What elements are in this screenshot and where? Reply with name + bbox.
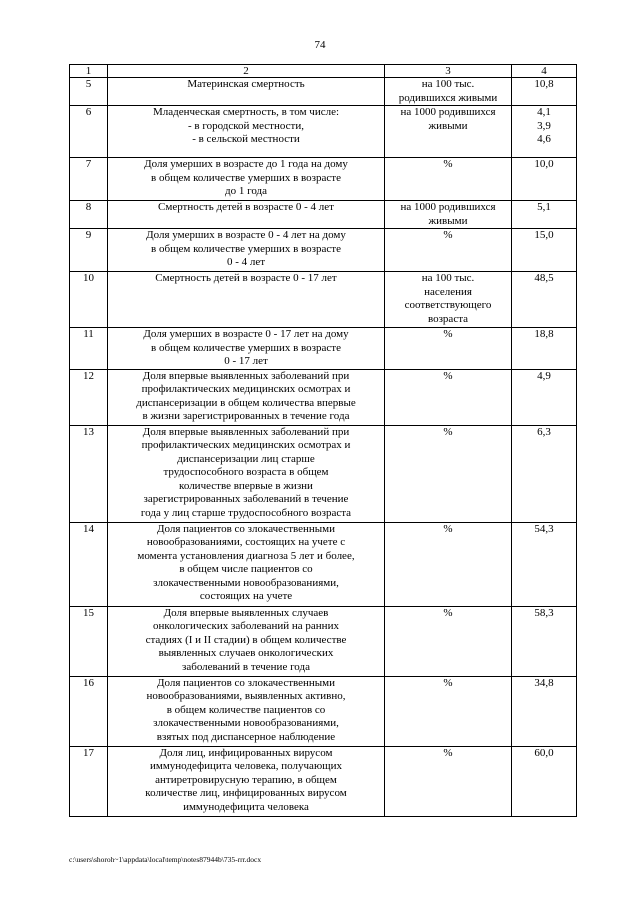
indicator-name-line: количестве лиц, инфицированных вирусом [145, 787, 347, 799]
row-number: 15 [70, 606, 108, 676]
table-row [70, 746, 577, 816]
table-row [70, 425, 577, 522]
indicator-value [512, 328, 577, 370]
indicator-name-line: онкологических заболеваний на ранних [153, 620, 339, 632]
indicator-name-line: - в городской местности, [188, 119, 304, 132]
indicator-value [512, 606, 577, 676]
unit-of-measure-line: % [443, 606, 453, 619]
indicator-name [108, 201, 385, 229]
header-cell-2: 2 [108, 65, 385, 78]
row-number: 14 [70, 522, 108, 606]
row-number: 5 [70, 78, 108, 106]
unit-of-measure [385, 272, 512, 328]
row-number: 8 [70, 201, 108, 229]
indicator-name-line: злокачественными новообразованиями, [153, 576, 339, 589]
indicator-name-line: Доля впервые выявленных заболеваний при [142, 425, 350, 438]
row-number: 13 [70, 425, 108, 522]
indicator-name-line: - в сельской местности [192, 133, 300, 145]
unit-of-measure [385, 369, 512, 425]
indicator-name-line: в общем количестве умерших в возрасте [151, 242, 341, 255]
indicator-value [512, 158, 577, 201]
row-number: 7 [70, 158, 108, 201]
indicator-value-line: 10,0 [534, 158, 554, 170]
table-header-row [70, 65, 577, 78]
indicator-name-line: в жизни зарегистрированных в течение года [142, 410, 350, 422]
indicator-value [512, 201, 577, 229]
row-number: 11 [70, 328, 108, 370]
indicator-name-line: Доля пациентов со злокачественными [156, 676, 336, 689]
table-row [70, 78, 577, 106]
indicator-value [512, 425, 577, 522]
unit-of-measure [385, 106, 512, 158]
indicator-name-line: Младенческая смертность, в том числе: [152, 106, 340, 118]
indicator-name-line: Доля умерших в возрасте 0 - 17 лет на дому [143, 328, 349, 340]
table-row [70, 158, 577, 201]
indicator-name-line: антиретровирусную терапию, в общем [155, 773, 337, 786]
unit-of-measure-line: на 100 тыс. [421, 78, 475, 90]
indicator-name-line: иммунодефицита человека, получающих [149, 760, 343, 772]
indicator-value-line: 4,1 [537, 106, 551, 118]
header-cell-3: 3 [385, 65, 512, 78]
indicator-value-line: 60,0 [534, 746, 554, 759]
table-row [70, 522, 577, 606]
indicator-name-line: в общем числе пациентов со [179, 563, 313, 575]
indicator-value-line: 48,5 [534, 272, 554, 284]
header-cell-4: 4 [512, 65, 577, 78]
indicator-name [108, 272, 385, 328]
unit-of-measure-line: % [443, 676, 453, 689]
indicator-name-line: Доля пациентов со злокачественными [156, 522, 336, 535]
indicator-name-line: иммунодефицита человека [183, 800, 309, 813]
row-number: 6 [70, 106, 108, 158]
unit-of-measure-line: на 100 тыс. [421, 272, 475, 284]
indicator-name-line: взятых под диспансерное наблюдение [156, 730, 336, 743]
table-row [70, 606, 577, 676]
indicator-name-line: в общем количестве умерших в возрасте [151, 341, 341, 354]
indicator-name [108, 522, 385, 606]
unit-of-measure [385, 158, 512, 201]
indicator-value-line: 18,8 [534, 328, 554, 340]
indicator-value-line: 54,3 [534, 522, 554, 535]
indicator-name-line: количестве впервые в жизни [179, 479, 313, 492]
indicator-value-line: 58,3 [534, 606, 554, 619]
indicator-name [108, 229, 385, 272]
unit-of-measure-line: возраста [427, 312, 469, 325]
unit-of-measure-line: живыми [428, 119, 468, 132]
unit-of-measure-line: на 1000 родившихся [400, 201, 496, 213]
indicator-value [512, 106, 577, 158]
unit-of-measure [385, 78, 512, 106]
indicator-value-line: 10,8 [534, 78, 554, 90]
indicator-value [512, 746, 577, 816]
row-number: 10 [70, 272, 108, 328]
indicator-value [512, 369, 577, 425]
unit-of-measure [385, 201, 512, 229]
unit-of-measure-line: населения [424, 285, 472, 298]
indicator-name-line: стадиях (I и II стадии) в общем количестве [145, 633, 347, 646]
table-row [70, 106, 577, 158]
unit-of-measure-line: живыми [428, 214, 468, 227]
table-row [70, 369, 577, 425]
indicator-name [108, 606, 385, 676]
indicator-name-line: Смертность детей в возрасте 0 - 17 лет [155, 272, 337, 284]
row-number: 9 [70, 229, 108, 272]
indicator-value-line: 15,0 [534, 229, 554, 241]
unit-of-measure-line: % [443, 746, 453, 759]
unit-of-measure-line: % [443, 369, 453, 382]
indicator-name-line: профилактических медицинских осмотрах и [141, 439, 351, 451]
indicator-name-line: диспансеризации в общем количества впервые [136, 396, 356, 409]
indicator-name-line: момента установления диагноза 5 лет и более, [137, 549, 355, 562]
unit-of-measure-line: % [443, 158, 453, 170]
table-row [70, 328, 577, 370]
indicator-name-line: профилактических медицинских осмотрах и [141, 383, 351, 395]
unit-of-measure-line: % [443, 328, 453, 340]
indicator-value [512, 676, 577, 746]
unit-of-measure [385, 606, 512, 676]
unit-of-measure-line: соответствующего [404, 299, 492, 311]
indicator-name [108, 746, 385, 816]
indicator-name-line: Смертность детей в возрасте 0 - 4 лет [158, 201, 334, 213]
indicator-value [512, 78, 577, 106]
unit-of-measure-line: % [443, 425, 453, 438]
page-number: 74 [314, 39, 326, 51]
unit-of-measure-line: % [443, 229, 453, 241]
indicator-name [108, 106, 385, 158]
indicator-name-line: состоящих на учете [199, 590, 293, 602]
indicator-name-line: 0 - 4 лет [226, 256, 266, 268]
header-cell-1: 1 [70, 65, 108, 78]
row-number: 16 [70, 676, 108, 746]
unit-of-measure [385, 522, 512, 606]
unit-of-measure [385, 229, 512, 272]
indicator-value [512, 229, 577, 272]
unit-of-measure-line: родившихся живыми [398, 91, 498, 104]
unit-of-measure [385, 676, 512, 746]
indicators-table [69, 64, 577, 817]
indicator-name-line: заболеваний в течение года [182, 660, 310, 673]
indicator-name-line: Материнская смертность [187, 78, 305, 90]
indicator-name [108, 369, 385, 425]
indicator-name-line: до 1 года [225, 185, 267, 197]
table-row [70, 229, 577, 272]
indicator-name-line: зарегистрированных заболеваний в течение [143, 493, 349, 505]
indicator-value-line: 6,3 [537, 425, 551, 438]
indicator-name-line: 0 - 17 лет [224, 355, 268, 367]
table-row [70, 272, 577, 328]
indicator-value-line: 34,8 [534, 676, 554, 689]
indicator-name-line: Доля впервые выявленных заболеваний при [142, 369, 350, 382]
indicator-name-line: Доля умерших в возрасте до 1 года на дому [144, 158, 348, 170]
indicator-name-line: Доля лиц, инфицированных вирусом [159, 746, 333, 759]
row-number: 17 [70, 746, 108, 816]
indicator-name [108, 676, 385, 746]
indicator-value-line: 3,9 [537, 119, 551, 132]
indicator-name-line: новообразованиями, выявленных активно, [146, 690, 346, 702]
indicator-name-line: выявленных случаев онкологических [158, 647, 334, 659]
indicator-name-line: года у лиц старше трудоспособного возраста [140, 506, 352, 519]
indicator-name-line: в общем количестве пациентов со [166, 703, 326, 716]
unit-of-measure-line: % [443, 522, 453, 535]
indicator-name-line: Доля умерших в возрасте 0 - 4 лет на дому [146, 229, 346, 241]
indicator-value [512, 522, 577, 606]
indicator-name-line: трудоспособного возраста в общем [163, 466, 329, 478]
unit-of-measure [385, 425, 512, 522]
table-row [70, 676, 577, 746]
indicator-name-line: Доля впервые выявленных случаев [163, 606, 329, 619]
indicator-name-line: в общем количестве умерших в возрасте [151, 171, 341, 184]
indicator-name [108, 78, 385, 106]
indicator-value-line: 5,1 [537, 201, 551, 213]
indicator-name-line: злокачественными новообразованиями, [153, 717, 339, 729]
indicator-value-line: 4,9 [537, 369, 551, 382]
unit-of-measure-line: на 1000 родившихся [400, 106, 496, 118]
indicator-name [108, 158, 385, 201]
indicator-value-line: 4,6 [537, 133, 551, 145]
row-number: 12 [70, 369, 108, 425]
indicator-name-line: диспансеризации лиц старше [177, 452, 315, 465]
indicator-name-line: новообразованиями, состоящих на учете с [146, 536, 346, 548]
table-row [70, 201, 577, 229]
unit-of-measure [385, 746, 512, 816]
indicator-value [512, 272, 577, 328]
unit-of-measure [385, 328, 512, 370]
indicator-name [108, 328, 385, 370]
indicator-name [108, 425, 385, 522]
footer-file-path: c:\users\shoroh~1\appdata\local\temp\notes87944b\735-rrr.docx [69, 855, 262, 864]
